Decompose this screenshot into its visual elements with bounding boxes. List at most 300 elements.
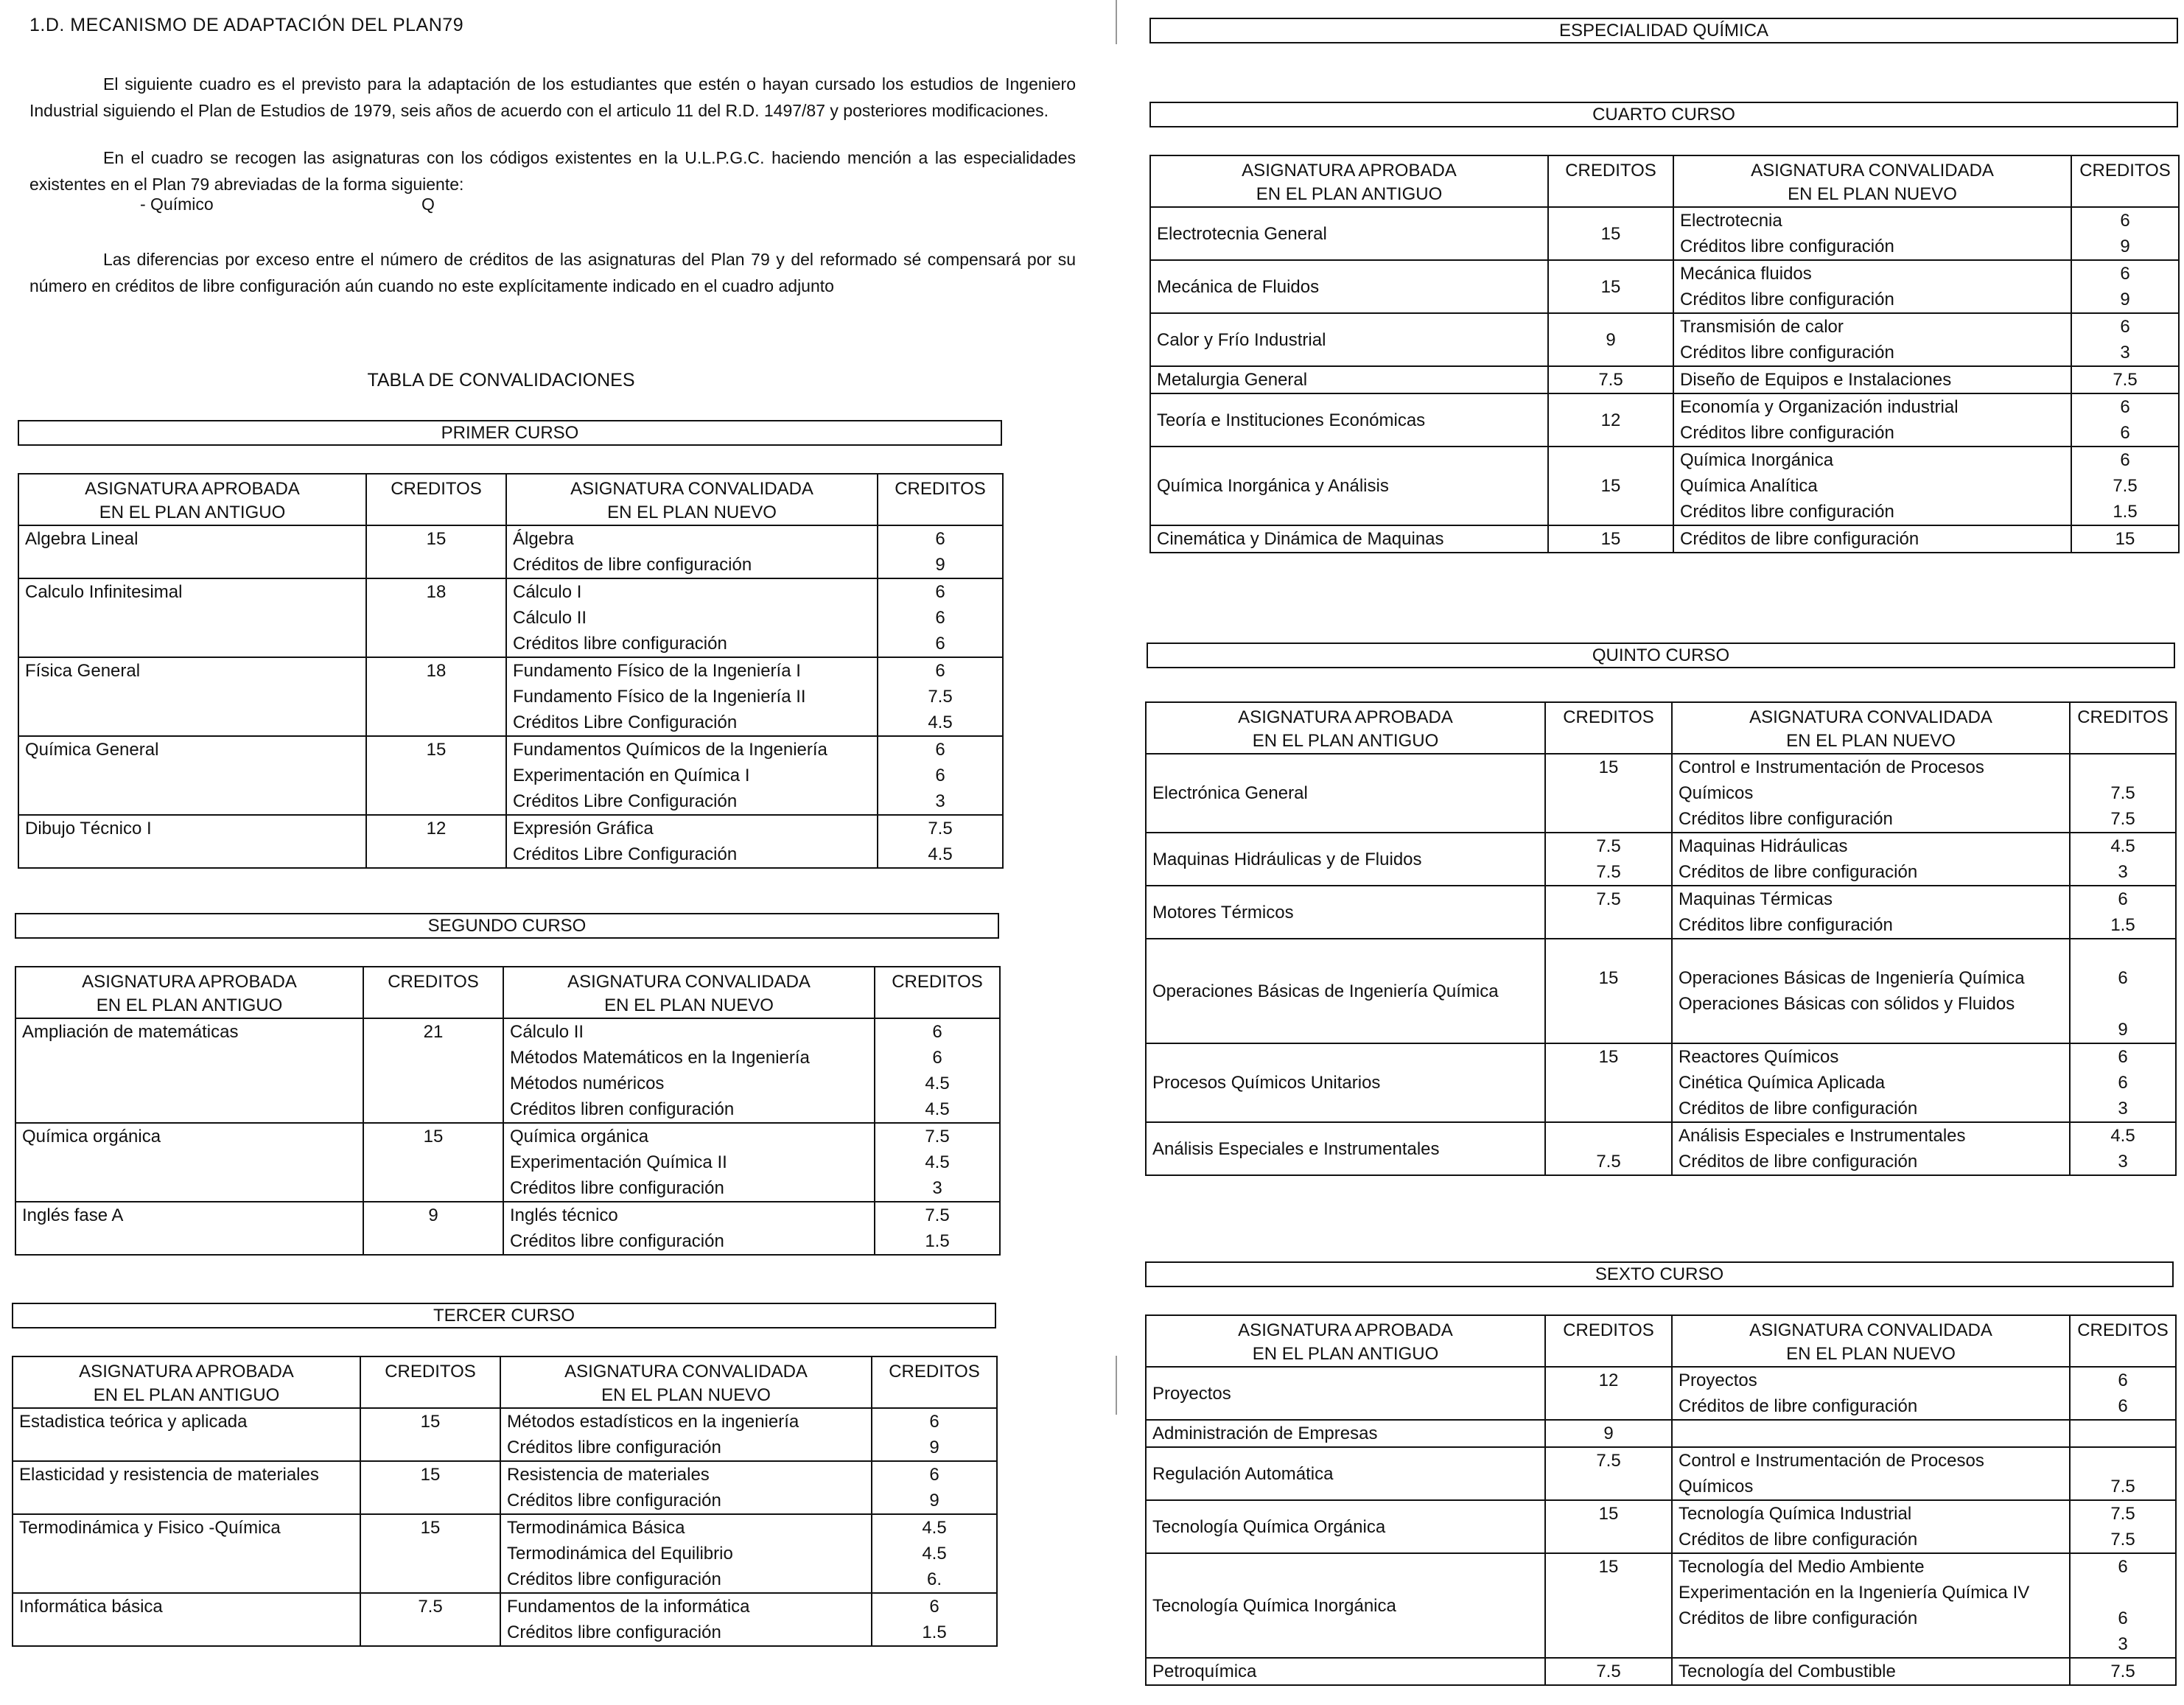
table-cell-line: Créditos Libre Configuración xyxy=(513,791,738,811)
table-cell-line: 15 xyxy=(1600,223,1621,244)
new-subject-cell xyxy=(503,1202,875,1255)
header-line: CREDITOS xyxy=(1565,161,1656,181)
old-subject: Química General xyxy=(25,740,159,760)
old-subject: Algebra Lineal xyxy=(25,529,139,549)
new-credits-cell xyxy=(878,578,1003,657)
table-cell-line: Termodinámica Básica xyxy=(507,1518,685,1538)
table-cell-line: 15 xyxy=(1600,529,1621,549)
credits-cell xyxy=(1548,260,1673,313)
table-cell-line: Créditos de libre configuración xyxy=(1679,1608,1918,1628)
old-subject-cell xyxy=(18,578,366,657)
table-sexto xyxy=(1145,1314,2177,1686)
table-cell-line: 7.5 xyxy=(2110,783,2135,803)
old-subject-cell xyxy=(15,1202,363,1255)
table-cell-gap xyxy=(2076,939,2169,965)
old-subject-cell xyxy=(18,815,366,868)
header-line: ASIGNATURA APROBADA xyxy=(82,972,297,992)
table-row xyxy=(18,657,1003,736)
table-cell-line: 6 xyxy=(935,661,945,681)
new-credits-cell xyxy=(872,1461,997,1514)
table-cell-line: Experimentación en Química I xyxy=(513,766,750,785)
table-cell-line: 1.5 xyxy=(925,1231,950,1251)
table-cell-line: Créditos libre configuración xyxy=(507,1622,721,1642)
old-subject: Cinemática y Dinámica de Maquinas xyxy=(1157,529,1444,549)
table-cell-line: 7.5 xyxy=(2110,1504,2135,1524)
table-cell-line: 15 xyxy=(1598,1047,1619,1067)
old-subject: Análisis Especiales e Instrumentales xyxy=(1152,1138,1440,1159)
new-credits-cell xyxy=(2071,313,2179,366)
header-new-credits xyxy=(2070,1315,2176,1367)
table-cell-line: 6 xyxy=(2120,211,2130,231)
table-cell-line: 15 xyxy=(1598,1557,1619,1577)
header-credits xyxy=(1545,1315,1672,1367)
new-subject-cell xyxy=(1672,1553,2070,1658)
table-cell-line: 12 xyxy=(1598,1370,1619,1390)
header-line: EN EL PLAN NUEVO xyxy=(604,995,774,1015)
table-cell-line: 6 xyxy=(2118,1370,2128,1390)
header-new-subject xyxy=(506,474,878,525)
credits-cell xyxy=(1545,1447,1672,1500)
table-cell-gap xyxy=(1552,1096,1665,1121)
old-subject-cell xyxy=(1150,447,1548,525)
table-row xyxy=(1150,260,2179,313)
new-credits-cell xyxy=(2071,393,2179,447)
old-subject: Calor y Frío Industrial xyxy=(1157,329,1326,350)
table-cell-line: 6 xyxy=(935,766,945,785)
table-cell-line: 3 xyxy=(2118,1152,2128,1172)
table-cell-line: 6 xyxy=(2118,1073,2128,1093)
table-cell-line: 6 xyxy=(2120,397,2130,417)
table-row xyxy=(15,1018,1000,1123)
table-cell-line: Análisis Especiales e Instrumentales xyxy=(1679,1126,1966,1146)
old-subject: Procesos Químicos Unitarios xyxy=(1152,1073,1381,1093)
table-row xyxy=(1146,1043,2176,1122)
table-row xyxy=(1150,393,2179,447)
header-line: EN EL PLAN ANTIGUO xyxy=(1252,731,1439,751)
header-line: ASIGNATURA CONVALIDADA xyxy=(1749,707,1992,727)
header-old-subject xyxy=(13,1356,360,1408)
table-title: TABLA DE CONVALIDACIONES xyxy=(367,370,635,391)
new-credits-cell xyxy=(2070,1420,2176,1447)
old-subject: Química Inorgánica y Análisis xyxy=(1157,476,1389,496)
table-cell-line: Créditos de libre configuración xyxy=(1679,1099,1918,1118)
table-cell-line: Créditos de libre configuración xyxy=(1680,529,1919,549)
new-credits-cell xyxy=(875,1202,1000,1255)
table-row xyxy=(13,1514,997,1593)
table-cell-line: 6 xyxy=(929,1597,939,1617)
new-credits-cell xyxy=(878,736,1003,815)
old-subject-cell xyxy=(1146,886,1545,939)
new-credits-cell xyxy=(2071,366,2179,393)
header-new-subject xyxy=(500,1356,872,1408)
credits-cell xyxy=(1545,939,1672,1043)
table-cell-line: 18 xyxy=(426,661,447,681)
credits-cell xyxy=(1548,366,1673,393)
header-line: CREDITOS xyxy=(892,972,983,992)
table-cell-line: 6 xyxy=(935,582,945,602)
header-new-subject xyxy=(1672,702,2070,754)
credits-cell xyxy=(360,1514,500,1593)
table-row xyxy=(1150,366,2179,393)
table-header-row xyxy=(1146,702,2176,754)
table-cell-line: 7.5 xyxy=(1596,862,1621,882)
table-cell-line: 15 xyxy=(420,1518,441,1538)
old-subject: Tecnología Química Orgánica xyxy=(1152,1516,1386,1537)
table-cell-line: Control e Instrumentación de Procesos xyxy=(1679,1451,1984,1471)
table-cell-line: 7.5 xyxy=(928,819,953,839)
header-credits xyxy=(366,474,506,525)
new-credits-cell xyxy=(2070,1658,2176,1685)
old-subject-cell xyxy=(1146,1500,1545,1553)
table-cell-gap xyxy=(1679,1017,2063,1043)
old-subject: Metalurgia General xyxy=(1157,370,1308,390)
header-line: EN EL PLAN NUEVO xyxy=(601,1385,771,1405)
table-cell-line: 7.5 xyxy=(2110,1530,2135,1550)
table-segundo xyxy=(15,966,1001,1256)
header-new-credits xyxy=(2070,702,2176,754)
header-line: ASIGNATURA CONVALIDADA xyxy=(1749,1320,1992,1340)
header-line: ASIGNATURA CONVALIDADA xyxy=(564,1362,808,1382)
old-subject-cell xyxy=(1150,393,1548,447)
table-cell-line: 4.5 xyxy=(922,1518,947,1538)
table-cell-line: 4.5 xyxy=(925,1152,950,1172)
table-cell-line: Créditos libre configuración xyxy=(1680,423,1894,443)
header-credits xyxy=(360,1356,500,1408)
table-row xyxy=(1146,1553,2176,1658)
table-cell-line: 15 xyxy=(420,1412,441,1432)
table-cell-line: 7.5 xyxy=(1598,370,1623,390)
credits-cell xyxy=(1548,393,1673,447)
table-cell-line: 6 xyxy=(2118,1047,2128,1067)
new-subject-cell xyxy=(1672,1122,2070,1175)
table-cell-line: 15 xyxy=(1600,276,1621,297)
credits-cell xyxy=(1545,1367,1672,1420)
credits-cell xyxy=(366,736,506,815)
header-old-subject xyxy=(1146,702,1545,754)
new-subject-cell xyxy=(1672,1043,2070,1122)
table-cell-line: Créditos libre configuración xyxy=(1680,343,1894,363)
table-cell-line: 7.5 xyxy=(2113,370,2138,390)
table-cell-line: Cálculo I xyxy=(513,582,582,602)
table-cell-line: Reactores Químicos xyxy=(1679,1047,1839,1067)
table-cell-line: Métodos numéricos xyxy=(510,1074,665,1093)
new-credits-cell xyxy=(872,1593,997,1646)
header-line: ASIGNATURA APROBADA xyxy=(79,1362,294,1382)
table-cell-line: 15 xyxy=(2115,529,2135,549)
table-cell-line: Expresión Gráfica xyxy=(513,819,654,839)
header-line: ASIGNATURA APROBADA xyxy=(1242,161,1457,181)
table-cell-line: 15 xyxy=(426,529,447,549)
new-credits-cell xyxy=(872,1408,997,1461)
old-subject-cell xyxy=(1146,1658,1545,1685)
new-credits-cell xyxy=(2071,207,2179,260)
old-subject-cell xyxy=(15,1018,363,1123)
header-credits xyxy=(1548,155,1673,207)
table-cell-line: Fundamentos de la informática xyxy=(507,1597,750,1617)
header-line: ASIGNATURA APROBADA xyxy=(85,479,300,499)
intro-paragraph xyxy=(29,71,1076,124)
course-title-primer: PRIMER CURSO xyxy=(18,420,1002,446)
credits-cell xyxy=(1548,447,1673,525)
table-row xyxy=(1146,1447,2176,1500)
table-row xyxy=(1150,525,2179,553)
new-credits-cell xyxy=(2070,754,2176,833)
header-line: EN EL PLAN NUEVO xyxy=(607,503,777,522)
table-cell-line: 12 xyxy=(1600,410,1621,430)
table-row xyxy=(1150,447,2179,525)
header-line: CREDITOS xyxy=(388,972,479,992)
table-cell-gap xyxy=(2076,1580,2169,1606)
new-credits-cell xyxy=(878,815,1003,868)
old-subject-cell xyxy=(1150,313,1548,366)
table-cell-line: Tecnología Química Industrial xyxy=(1679,1504,1912,1524)
header-new-credits xyxy=(875,967,1000,1018)
table-cell-line: 4.5 xyxy=(925,1099,950,1119)
table-cell-line: 7.5 xyxy=(1596,1662,1621,1681)
credits-cell xyxy=(1545,754,1672,833)
table-header-row xyxy=(15,967,1000,1018)
table-cell-line: 9 xyxy=(929,1438,939,1457)
old-subject-cell xyxy=(1146,1367,1545,1420)
credits-cell xyxy=(363,1123,503,1202)
table-cell-line: 6 xyxy=(935,740,945,760)
table-row xyxy=(1150,313,2179,366)
header-new-subject xyxy=(1672,1315,2070,1367)
table-cell-line: 12 xyxy=(426,819,447,839)
header-new-credits xyxy=(878,474,1003,525)
old-subject: Calculo Infinitesimal xyxy=(25,582,183,602)
old-subject: Informática básica xyxy=(19,1597,163,1617)
new-credits-cell xyxy=(2071,447,2179,525)
header-credits xyxy=(363,967,503,1018)
new-subject-cell xyxy=(1673,313,2071,366)
table-row xyxy=(18,525,1003,578)
table-cell-line: 7.5 xyxy=(1596,1152,1621,1172)
table-cell-line: Créditos libre configuración xyxy=(507,1569,721,1589)
table-cell-gap xyxy=(2076,1421,2169,1446)
table-cell-line: Químicos xyxy=(1679,1477,1754,1496)
abbr-name: - Químico xyxy=(140,195,214,214)
header-line: CREDITOS xyxy=(895,479,986,499)
table-cell-line: Economía y Organización industrial xyxy=(1680,397,1959,417)
table-cell-line: 9 xyxy=(929,1491,939,1510)
new-credits-cell xyxy=(2070,833,2176,886)
table-cell-line: 4.5 xyxy=(2110,1126,2135,1146)
old-subject-cell xyxy=(18,736,366,815)
header-new-credits xyxy=(872,1356,997,1408)
table-cell-line: 3 xyxy=(935,791,945,811)
table-row xyxy=(1146,1122,2176,1175)
table-cell-line: 1.5 xyxy=(2113,502,2138,522)
new-subject-cell xyxy=(1673,366,2071,393)
course-title-quinto: QUINTO CURSO xyxy=(1147,643,2175,668)
new-subject-cell xyxy=(503,1018,875,1123)
new-subject-cell xyxy=(500,1593,872,1646)
header-old-subject xyxy=(1146,1315,1545,1367)
table-row xyxy=(1146,833,2176,886)
old-subject: Operaciones Básicas de Ingeniería Química xyxy=(1152,981,1499,1001)
table-cell-gap xyxy=(1552,1017,1665,1043)
table-header-row xyxy=(18,474,1003,525)
table-cell-line: 4.5 xyxy=(925,1074,950,1093)
table-cell-gap xyxy=(2076,1448,2169,1474)
table-cell-line: 3 xyxy=(2120,343,2130,363)
table-cell-line: 4.5 xyxy=(922,1544,947,1564)
table-cell-line: 7.5 xyxy=(1596,889,1621,909)
new-credits-cell xyxy=(2070,1447,2176,1500)
old-subject-cell xyxy=(1150,366,1548,393)
table-row xyxy=(1146,939,2176,1043)
old-subject-cell xyxy=(1150,525,1548,553)
table-cell-line: Operaciones Básicas de Ingeniería Química xyxy=(1679,968,2025,988)
old-subject: Inglés fase A xyxy=(22,1205,124,1225)
table-row xyxy=(13,1461,997,1514)
new-credits-cell xyxy=(2070,939,2176,1043)
new-credits-cell xyxy=(872,1514,997,1593)
new-credits-cell xyxy=(875,1123,1000,1202)
table-row xyxy=(15,1202,1000,1255)
table-cell-line: Créditos libre configuración xyxy=(1679,809,1893,829)
table-cell-line: Química Analítica xyxy=(1680,476,1818,496)
table-row xyxy=(1146,754,2176,833)
old-subject-cell xyxy=(1146,1447,1545,1500)
table-cell-line: Créditos libre configuración xyxy=(507,1491,721,1510)
table-cell-line: Créditos de libre configuración xyxy=(1679,1152,1918,1172)
differences-text: Las diferencias por exceso entre el número de créditos de las asignaturas del Plan 79 y del reformado sé compensará por su número en créditos de libre configuración aún cuando no este explícitamente indicado en el cuadro adjunto xyxy=(29,250,1076,295)
table-cell-line: 6 xyxy=(932,1022,942,1042)
page-divider xyxy=(1116,0,1117,44)
credits-cell xyxy=(1545,1043,1672,1122)
table-cell-gap xyxy=(1552,1474,1665,1499)
new-subject-cell xyxy=(500,1514,872,1593)
table-cell-line: Químicos xyxy=(1679,783,1754,803)
table-cell-line: 6 xyxy=(2118,968,2128,988)
old-subject: Dibujo Técnico I xyxy=(25,819,152,839)
table-cell-line: 15 xyxy=(420,1465,441,1485)
table-cell-gap xyxy=(1552,1631,1665,1657)
table-row xyxy=(1150,207,2179,260)
table-row xyxy=(1146,886,2176,939)
table-cell-line: 6 xyxy=(935,529,945,549)
old-subject-cell xyxy=(1146,939,1545,1043)
old-subject-cell xyxy=(1146,1122,1545,1175)
credits-cell xyxy=(366,815,506,868)
new-subject-cell xyxy=(1672,1447,2070,1500)
header-line: EN EL PLAN ANTIGUO xyxy=(96,995,283,1015)
old-subject: Mecánica de Fluidos xyxy=(1157,276,1320,297)
old-subject-cell xyxy=(1146,1043,1545,1122)
header-line: EN EL PLAN ANTIGUO xyxy=(1252,1344,1439,1364)
table-cell-line: 6 xyxy=(2118,1396,2128,1416)
table-cell-line: Termodinámica del Equilibrio xyxy=(507,1544,733,1564)
new-subject-cell xyxy=(1673,447,2071,525)
table-cell-line: Cálculo II xyxy=(513,608,587,628)
header-line: EN EL PLAN NUEVO xyxy=(1786,731,1956,751)
table-cell-gap xyxy=(1679,1421,2063,1446)
header-line: CREDITOS xyxy=(889,1362,980,1382)
table-cell-gap xyxy=(1552,1606,1665,1631)
table-quinto xyxy=(1145,701,2177,1176)
old-subject-cell xyxy=(13,1593,360,1646)
old-subject: Estadistica teórica y aplicada xyxy=(19,1412,248,1432)
new-credits-cell xyxy=(2071,260,2179,313)
table-cell-line: 6 xyxy=(2120,423,2130,443)
new-credits-cell xyxy=(2070,1122,2176,1175)
new-subject-cell xyxy=(506,525,878,578)
table-cell-line: 15 xyxy=(1598,1504,1619,1524)
old-subject: Administración de Empresas xyxy=(1152,1424,1378,1443)
credits-cell xyxy=(366,657,506,736)
old-subject-cell xyxy=(1146,1420,1545,1447)
header-line: CREDITOS xyxy=(1563,707,1654,727)
new-subject-cell xyxy=(1672,886,2070,939)
credits-cell xyxy=(1545,1658,1672,1685)
old-subject: Motores Térmicos xyxy=(1152,902,1294,922)
new-credits-cell xyxy=(878,525,1003,578)
credits-cell xyxy=(1548,313,1673,366)
table-cell-line: Créditos Libre Configuración xyxy=(513,844,738,864)
new-subject-cell xyxy=(1673,207,2071,260)
differences-paragraph xyxy=(29,246,1076,299)
table-cell-line: 6 xyxy=(2118,889,2128,909)
table-cell-line: Resistencia de materiales xyxy=(507,1465,710,1485)
header-line: EN EL PLAN NUEVO xyxy=(1788,184,1957,204)
header-old-subject xyxy=(18,474,366,525)
header-new-subject xyxy=(503,967,875,1018)
table-cell-gap xyxy=(1552,806,1665,832)
specialty-title: ESPECIALIDAD QUÍMICA xyxy=(1149,18,2178,43)
table-cell-line: Fundamento Físico de la Ingeniería I xyxy=(513,661,801,681)
old-subject: Ampliación de matemáticas xyxy=(22,1022,239,1042)
table-cell-line: 7.5 xyxy=(925,1205,950,1225)
table-cell-line: 9 xyxy=(2120,237,2130,256)
header-new-credits xyxy=(2071,155,2179,207)
table-cell-line: 9 xyxy=(1603,1424,1614,1443)
table-cell-line: 15 xyxy=(1600,476,1621,496)
table-cell-line: 7.5 xyxy=(1596,836,1621,856)
header-line: EN EL PLAN ANTIGUO xyxy=(99,503,286,522)
header-line: CREDITOS xyxy=(1563,1320,1654,1340)
table-cell-line: Créditos libre configuración xyxy=(513,634,727,654)
table-cell-line: 15 xyxy=(1598,968,1619,988)
table-cell-line: 6 xyxy=(929,1465,939,1485)
table-cell-line: 7.5 xyxy=(418,1597,443,1617)
old-subject: Electrónica General xyxy=(1152,783,1308,803)
new-credits-cell xyxy=(2070,886,2176,939)
new-subject-cell xyxy=(1672,1658,2070,1685)
table-cell-line: Créditos libre configuración xyxy=(510,1178,724,1198)
table-cell-line: 6 xyxy=(929,1412,939,1432)
credits-cell xyxy=(360,1408,500,1461)
table-cell-line: Créditos libre configuración xyxy=(1680,237,1894,256)
table-cell-line: Créditos de libre configuración xyxy=(1679,1396,1918,1416)
new-subject-cell xyxy=(1672,754,2070,833)
table-cell-line: Métodos Matemáticos en la Ingeniería xyxy=(510,1048,810,1068)
old-subject: Teoría e Instituciones Económicas xyxy=(1157,410,1426,430)
new-subject-cell xyxy=(1672,1420,2070,1447)
table-cell-line: Créditos libre configuración xyxy=(510,1231,724,1251)
table-cell-line: 6 xyxy=(2120,264,2130,284)
table-row xyxy=(1146,1367,2176,1420)
table-cell-line: Créditos libren configuración xyxy=(510,1099,735,1119)
table-cell-line: Créditos libre configuración xyxy=(1680,290,1894,309)
header-old-subject xyxy=(1150,155,1548,207)
header-line: EN EL PLAN NUEVO xyxy=(1786,1344,1956,1364)
new-subject-cell xyxy=(1673,393,2071,447)
old-subject: Tecnología Química Inorgánica xyxy=(1152,1595,1396,1616)
table-cell-gap xyxy=(1552,1070,1665,1096)
table-cell-line: 6 xyxy=(935,608,945,628)
